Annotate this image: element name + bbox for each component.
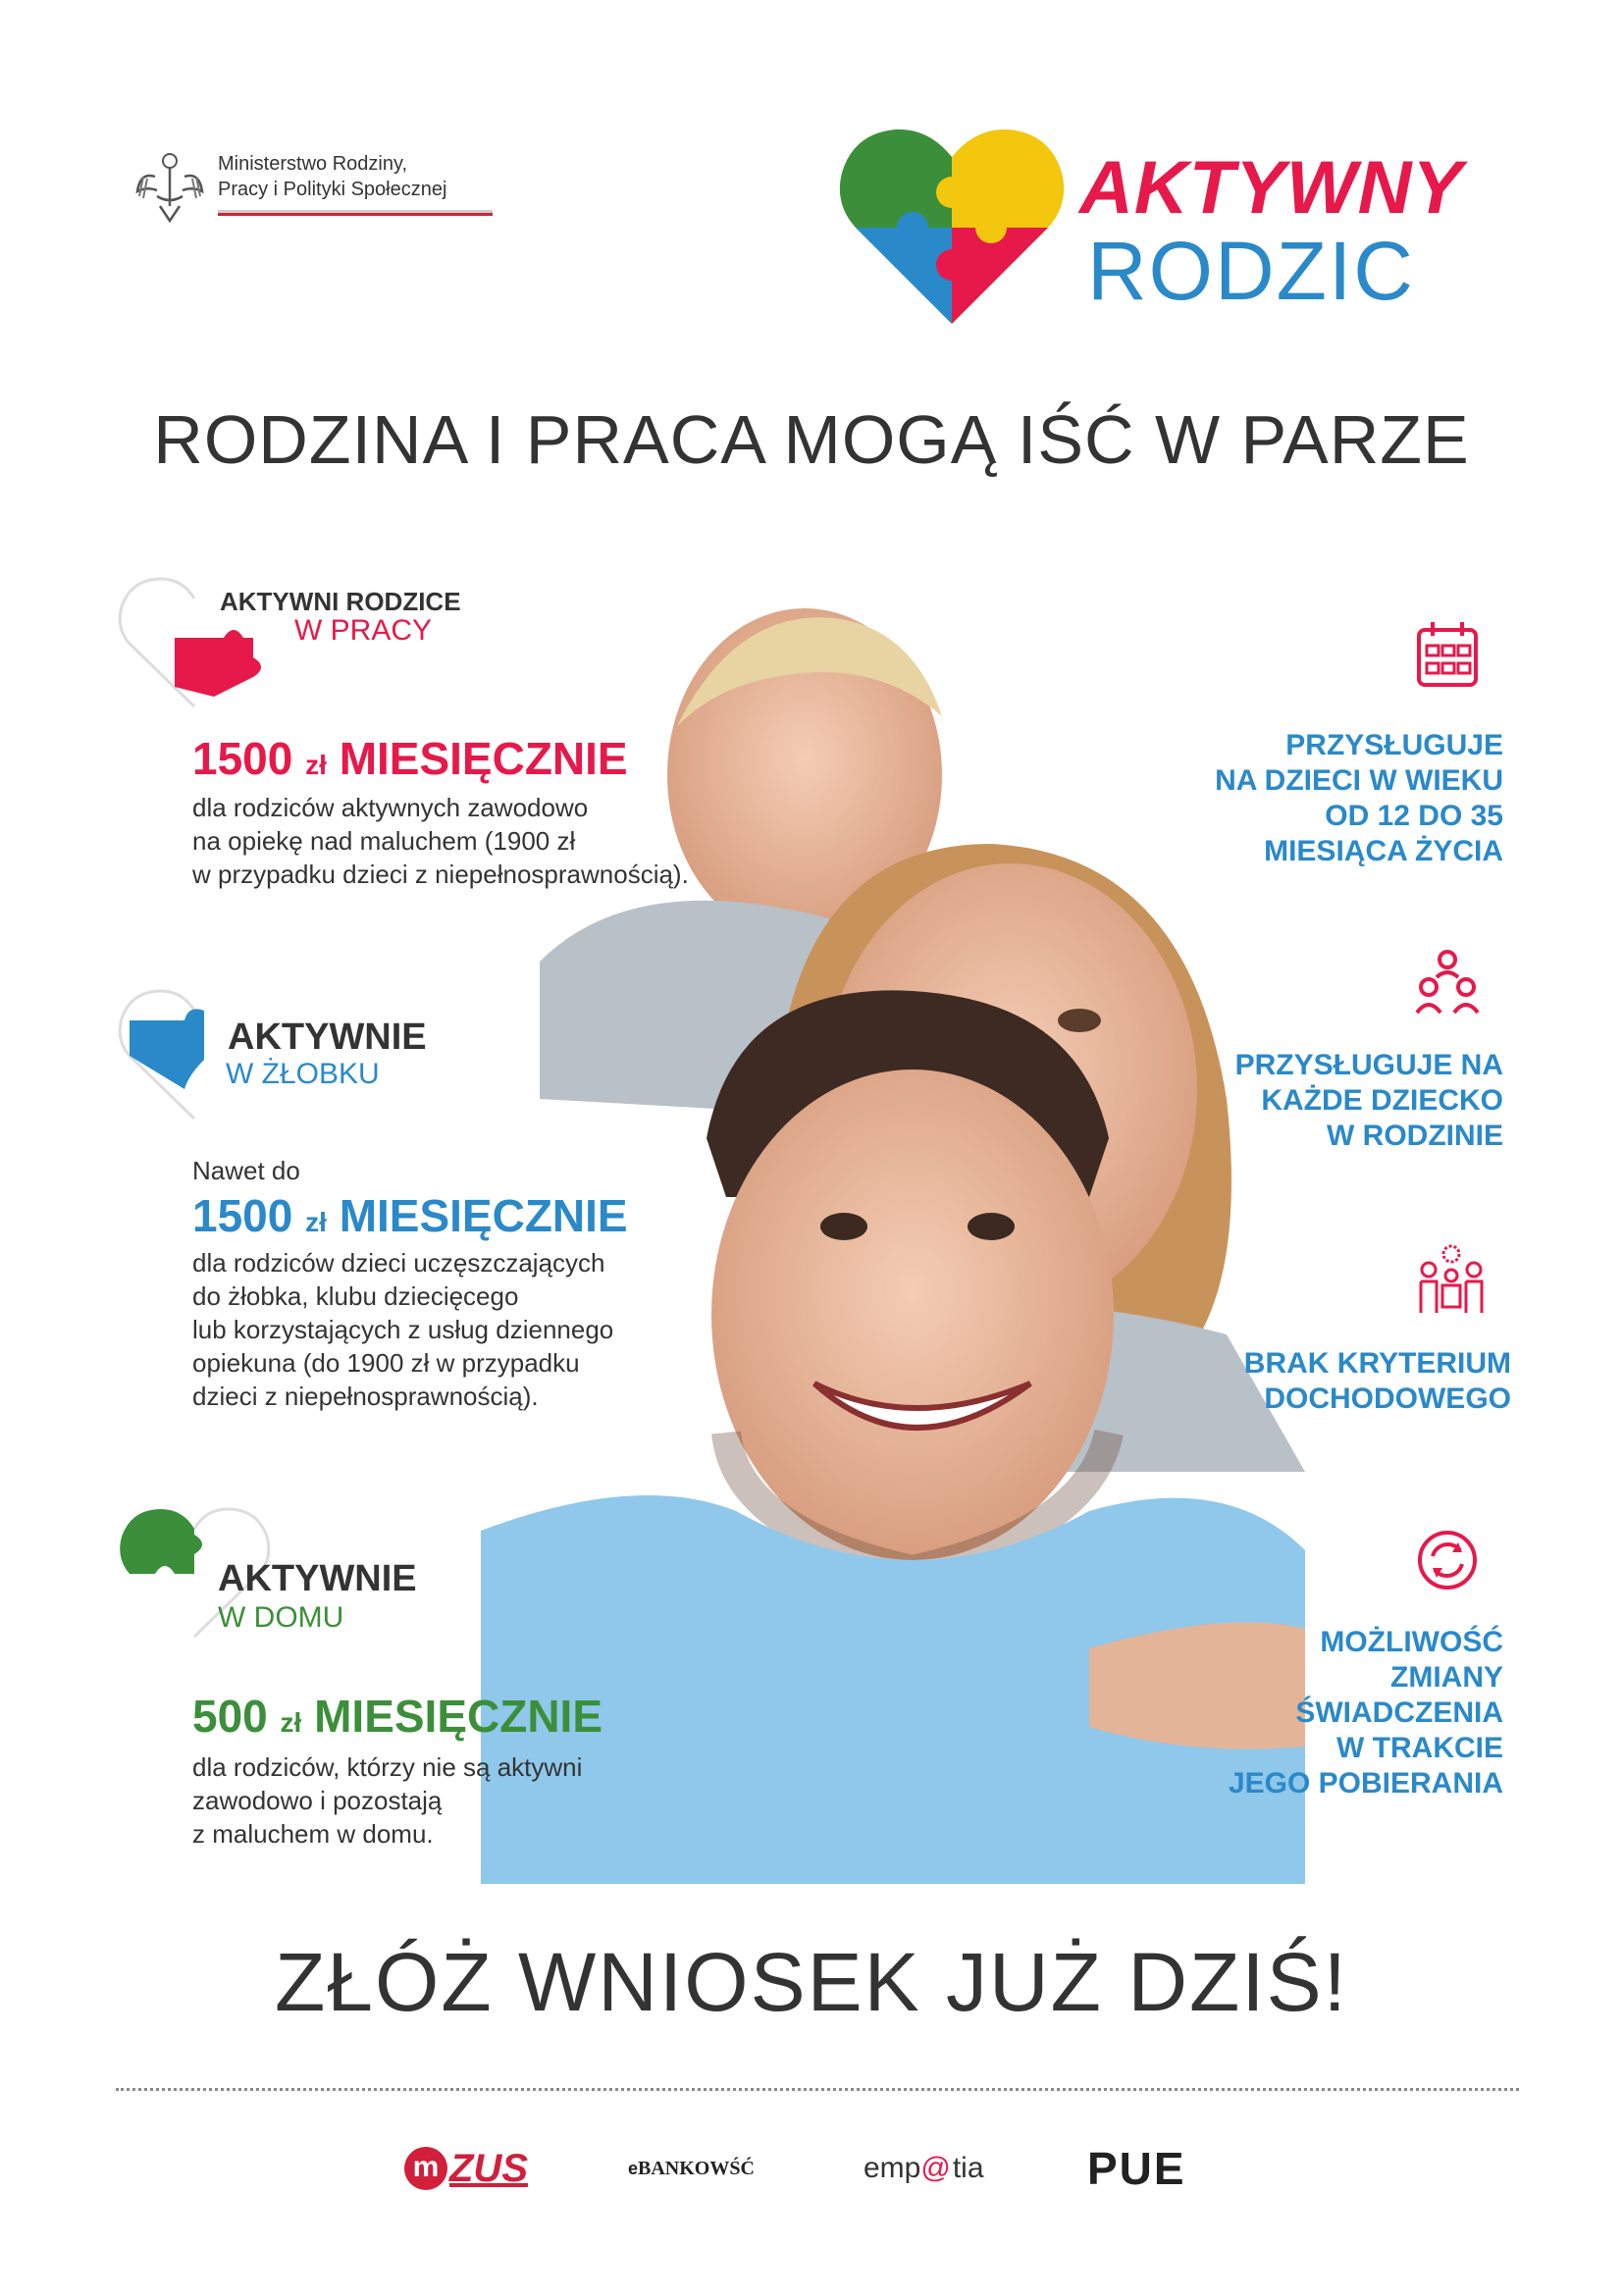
empatia-at: @ (920, 2152, 951, 2184)
section-title-aktywnie: AKTYWNIE (228, 1017, 427, 1058)
ministry-header (135, 147, 508, 226)
desc-line: dla rodziców aktywnych zawodowo (192, 793, 589, 822)
empatia-text-2: tia (952, 2152, 984, 2184)
desc-line: opiekuna (do 1900 zł w przypadku (192, 1348, 580, 1378)
pue-logo[interactable] (1087, 2139, 1186, 2198)
ministry-name-line2: Pracy i Polityki Społecznej (218, 179, 447, 200)
desc-line: lub korzystających z usług dziennego (192, 1315, 614, 1344)
section-subtitle-w-domu: W DOMU (218, 1601, 344, 1634)
benefit-line: W TRAKCIE (1336, 1732, 1503, 1764)
dotted-divider (116, 2088, 1519, 2091)
section-description (192, 791, 689, 891)
benefit-line: OD 12 DO 35 (1325, 800, 1503, 832)
logo-aktywny-text: AKTYWNY (1079, 146, 1464, 230)
amount-period: MIESIĘCZNIE (339, 733, 628, 784)
desc-line: w przypadku dzieci z niepełnosprawnością). (192, 860, 689, 889)
empatia-logo[interactable] (864, 2139, 984, 2198)
benefit-line: ZMIANY (1390, 1661, 1503, 1694)
logo-rodzic-text: RODZIC (1087, 225, 1415, 317)
benefit-line: W RODZINIE (1327, 1120, 1503, 1152)
section-subtitle-w-pracy: W PRACY (294, 614, 433, 647)
eagle-emblem-icon (135, 147, 204, 226)
ministry-name-line1: Ministerstwo Rodziny, (218, 153, 408, 175)
flag-stripe (218, 210, 493, 216)
aktywny-rodzic-logo (834, 118, 1521, 334)
desc-line: dla rodziców dzieci uczęszczających (192, 1248, 605, 1278)
calendar-icon (1413, 614, 1482, 693)
section-title-aktywni-rodzice: AKTYWNI RODZICE (220, 587, 461, 616)
mzus-text: ZUS (449, 2146, 528, 2190)
section-title-aktywnie: AKTYWNIE (218, 1558, 417, 1599)
section-description (192, 1246, 613, 1413)
benefit-line: PRZYSŁUGUJE NA (1234, 1049, 1503, 1081)
desc-line: zawodowo i pozostają (192, 1786, 443, 1815)
children-icon (1413, 948, 1482, 1026)
desc-line: na opiekę nad maluchem (1900 zł (192, 826, 576, 856)
empatia-text-1: emp (864, 2152, 921, 2184)
amount-w-domu (192, 1690, 602, 1743)
amount-currency: zł (305, 1207, 327, 1237)
desc-line: z maluchem w domu. (192, 1819, 434, 1849)
benefit-line: PRZYSŁUGUJE (1285, 729, 1503, 761)
refresh-icon (1413, 1521, 1482, 1599)
benefit-no-income-criterion (1109, 1346, 1511, 1417)
amount-value: 1500 (192, 733, 293, 784)
benefit-age-range (1109, 728, 1503, 869)
mzus-logo[interactable] (404, 2139, 528, 2198)
ebank-text: BANKOWŚĆ (638, 2157, 755, 2179)
amount-period: MIESIĘCZNIE (339, 1190, 628, 1241)
call-to-action: ZŁÓŻ WNIOSEK JUŻ DZIŚ! (274, 1936, 1349, 2028)
benefit-line: KAŻDE DZIECKO (1261, 1084, 1503, 1117)
amount-currency: zł (305, 750, 327, 780)
man-face (711, 1070, 1114, 1560)
amount-w-pracy (192, 732, 628, 785)
amount-period: MIESIĘCZNIE (314, 1691, 603, 1742)
benefit-line: MOŻLIWOŚĆ (1320, 1626, 1503, 1658)
ebank-e: e (628, 2158, 639, 2178)
amount-prefix: Nawet do (192, 1156, 300, 1185)
desc-line: do żłobka, klubu dziecięcego (192, 1281, 519, 1311)
amount-currency: zł (280, 1707, 302, 1738)
benefit-line: BRAK KRYTERIUM (1243, 1347, 1511, 1380)
mzus-m-icon: m (404, 2147, 447, 2190)
section-description (192, 1750, 582, 1851)
amount-w-zlobku (192, 1189, 628, 1242)
page-headline: RODZINA I PRACA MOGĄ IŚĆ W PARZE (153, 401, 1470, 478)
ebankowosc-logo[interactable] (628, 2139, 755, 2198)
benefit-line: ŚWIADCZENIA (1295, 1696, 1503, 1729)
benefit-change-possible (1109, 1625, 1503, 1801)
amount-value: 500 (192, 1691, 268, 1742)
pue-text: PUE (1087, 2143, 1186, 2194)
family-icon (1417, 1242, 1486, 1321)
benefit-each-child (1109, 1048, 1503, 1154)
desc-line: dzieci z niepełnosprawnością). (192, 1382, 539, 1411)
benefit-line: DOCHODOWEGO (1264, 1383, 1511, 1415)
benefit-line: NA DZIECI W WIEKU (1215, 764, 1503, 797)
benefit-line: MIESIĄCA ŻYCIA (1264, 835, 1503, 867)
desc-line: dla rodziców, którzy nie są aktywni (192, 1752, 583, 1782)
benefit-line: JEGO POBIERANIA (1228, 1767, 1503, 1800)
amount-value: 1500 (192, 1190, 293, 1241)
section-subtitle-w-zlobku: W ŻŁOBKU (226, 1058, 380, 1090)
puzzle-heart-icon (834, 118, 1070, 334)
